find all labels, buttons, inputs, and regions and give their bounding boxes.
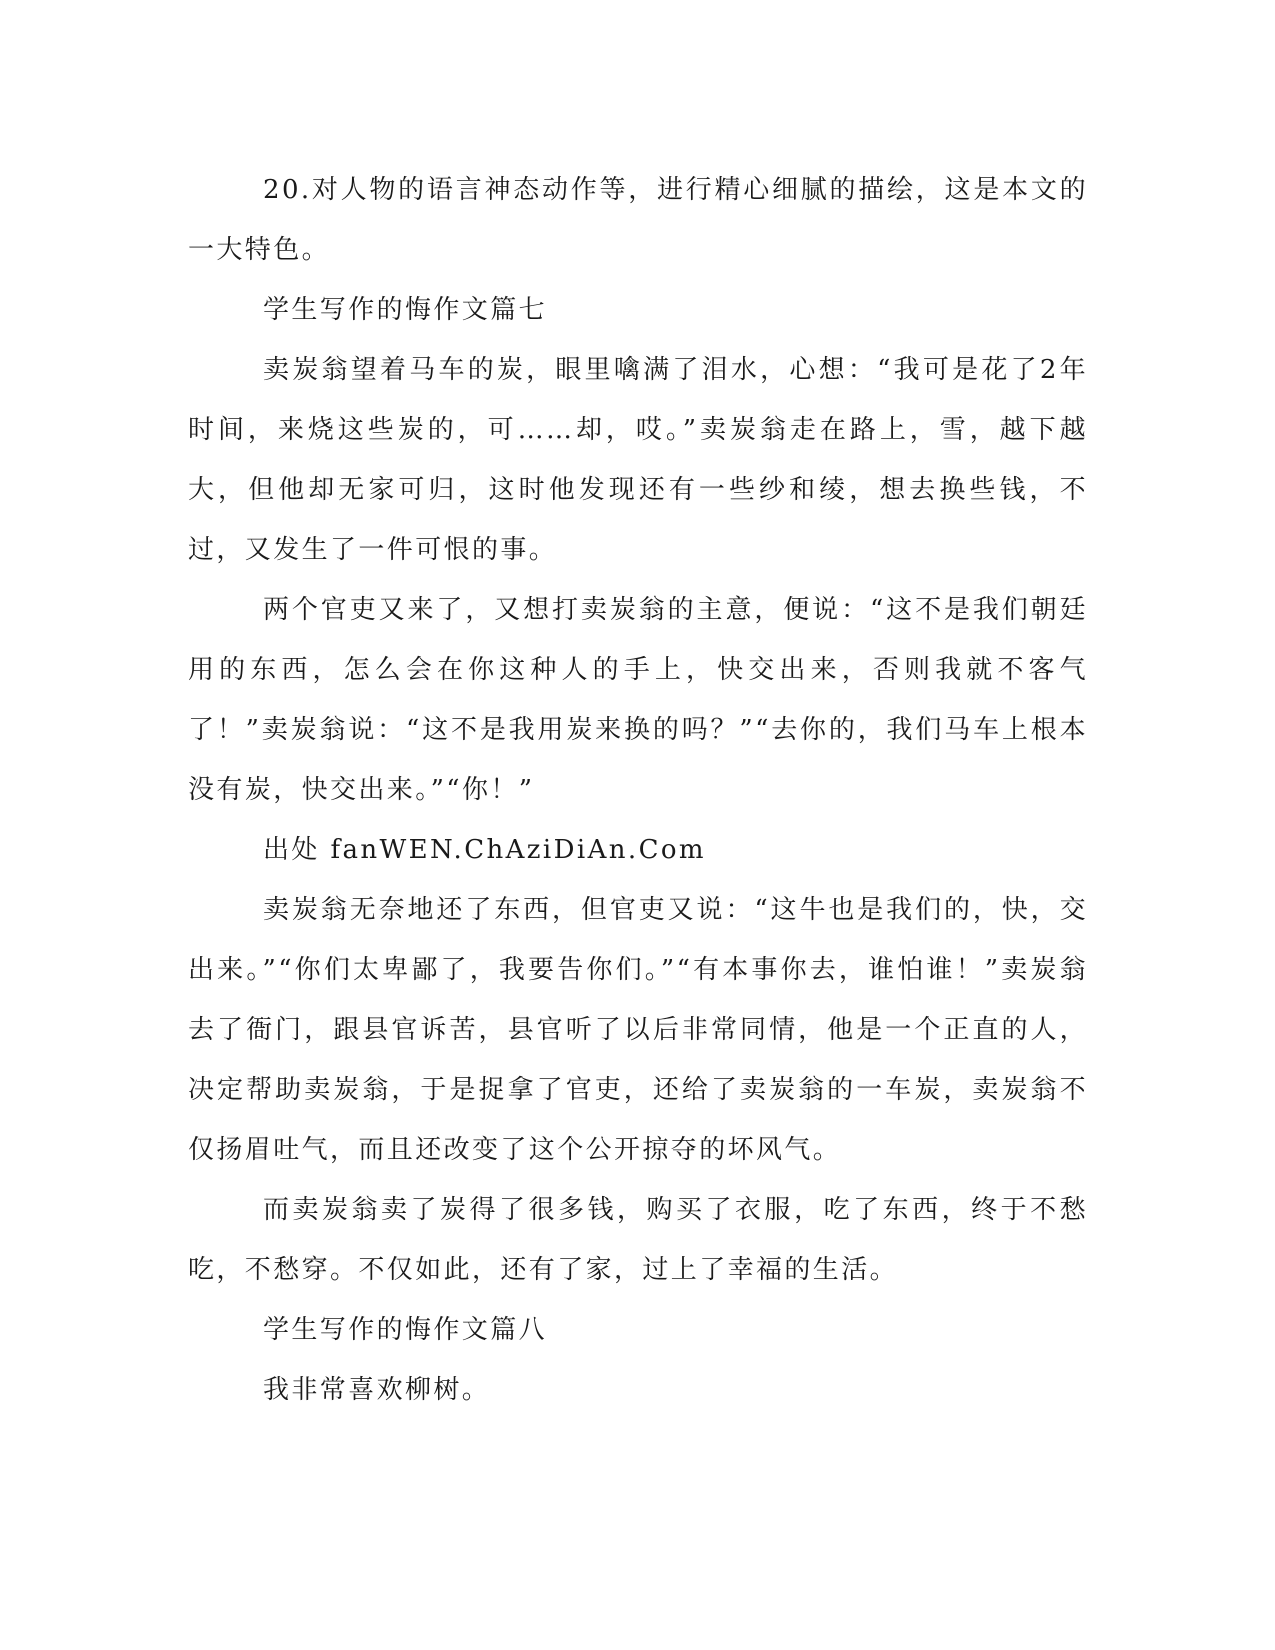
paragraph-willow: 我非常喜欢柳树。 [263,1375,491,1405]
paragraph-county-official: 卖炭翁无奈地还了东西，但官吏又说：“这牛也是我们的，快，交出来。”“你们太卑鄙了，我要告你们。”“有本事你去，谁怕谁！”卖炭翁去了衙门，跟县官诉苦，县官听了以后非常同情，他是一个正直的人，决定帮助卖炭翁，于是捉拿了官吏，还给了卖炭翁的一车炭，卖炭翁不仅扬眉吐气，而且还改变了这个公开掠夺的坏风气。 [188,895,1088,1165]
source-line: 出处 fanWEN.ChAziDiAn.Com [263,835,706,865]
section-heading-seven: 学生写作的悔作文篇七 [263,295,548,325]
paragraph-happy-ending: 而卖炭翁卖了炭得了很多钱，购买了衣服，吃了东西，终于不愁吃，不愁穿。不仅如此，还有了家，过上了幸福的生活。 [188,1195,1088,1285]
section-heading-eight: 学生写作的悔作文篇八 [263,1315,548,1345]
document-body [188,160,1088,1420]
paragraph-officials-return: 两个官吏又来了，又想打卖炭翁的主意，便说：“这不是我们朝廷用的东西，怎么会在你这种人的手上，快交出来，否则我就不客气了！”卖炭翁说：“这不是我用炭来换的吗？”“去你的，我们马车上根本没有炭，快交出来。”“你！” [188,595,1088,805]
paragraph-charcoal-tears: 卖炭翁望着马车的炭，眼里噙满了泪水，心想：“我可是花了2年时间，来烧这些炭的，可……却，哎。”卖炭翁走在路上，雪，越下越大，但他却无家可归，这时他发现还有一些纱和绫，想去换些钱，不过，又发生了一件可恨的事。 [188,355,1088,565]
paragraph-feature-summary: 20.对人物的语言神态动作等，进行精心细腻的描绘，这是本文的一大特色。 [188,175,1088,265]
